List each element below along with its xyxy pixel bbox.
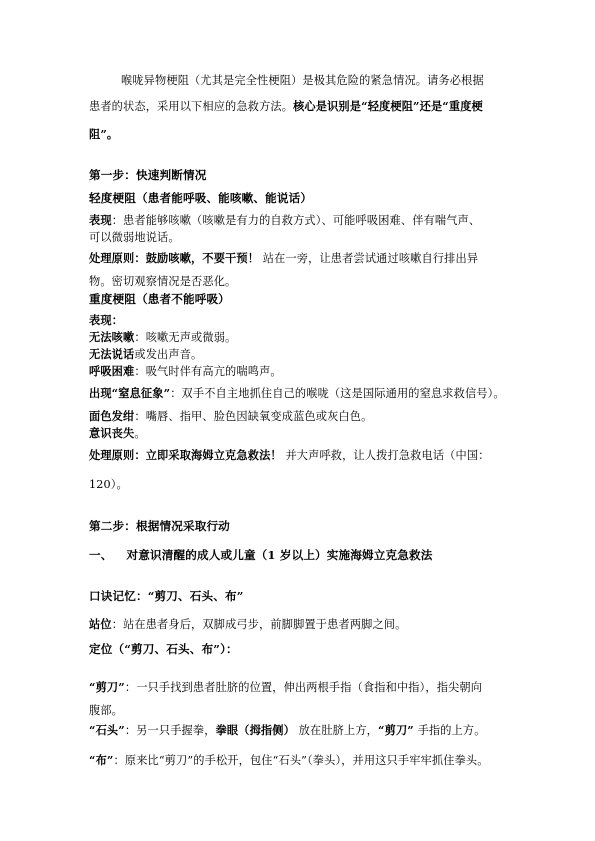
stone-text: 放在肚脐上方，	[294, 724, 379, 737]
mnemonic: 口诀记忆：“剪刀、石头、布”	[89, 589, 244, 603]
stance	[89, 616, 406, 632]
intro-text: 患者的状态，采用以下相应的急救方法。	[89, 100, 294, 113]
severe-item-label: 出现“窒息征象”	[89, 386, 171, 400]
severe-principle-cont: 120）。	[89, 478, 128, 491]
stone-label: “石头”	[89, 723, 125, 737]
severe-item-label: 面色发绀	[89, 409, 135, 423]
scissors-step-cont: 腹部。	[89, 704, 124, 717]
mild-symptoms-cont: 可以微弱地说话。	[89, 231, 180, 244]
severe-item	[89, 329, 236, 345]
stance-text: ：站在患者身后，双脚成弓步，前脚脚置于患者两脚之间。	[111, 618, 407, 631]
mild-principle-label: 处理原则：鼓励咳嗽，不要干预！	[89, 251, 260, 265]
section1-title: 对意识清醒的成人或儿童（1 岁以上）实施海姆立克急救法	[126, 548, 433, 562]
stone-text: ：另一只手握拳，	[124, 724, 216, 737]
severe-item-text: 或发出声音。	[134, 348, 203, 361]
severe-principle	[89, 447, 490, 463]
severe-principle-text: 并大声呼救，让人拨打急救电话（中国：	[281, 449, 490, 462]
cloth-step	[89, 752, 489, 768]
severe-item-label: 呼吸困难	[89, 364, 135, 378]
severe-item	[89, 408, 372, 424]
cloth-label: “布”	[89, 753, 114, 767]
mild-symptom-text: ：患者能够咳嗽（咳嗽是有力的自救方式）、可能呼吸困难、伴有喘气声、	[111, 214, 481, 227]
step1-heading: 第一步：快速判断情况	[89, 168, 207, 182]
section1-heading	[89, 547, 433, 563]
severe-symptom-label: 表现	[89, 313, 112, 327]
severe-item-label: 无法咳嗽	[89, 330, 135, 344]
intro-line-3: 阻”。	[89, 127, 119, 141]
mild-symptoms	[89, 212, 480, 228]
severe-obstruction-title: 重度梗阻（患者不能呼吸）	[89, 292, 230, 306]
severe-item-text: ：嘴唇、指甲、脸色因缺氧变成蓝色或灰白色。	[134, 410, 373, 423]
severe-symptom-heading	[89, 312, 123, 328]
section1-number: 一、	[89, 548, 113, 562]
severe-principle-label: 处理原则：立即采取海姆立克急救法！	[89, 448, 282, 462]
intro-line-1: 喉咙异物梗阻（尤其是完全性梗阻）是极其危险的紧急情况。请务必根据	[121, 74, 484, 87]
severe-item	[89, 425, 146, 441]
mild-obstruction-title: 轻度梗阻（患者能呼吸、能咳嗽、能说话）	[89, 191, 313, 205]
mild-principle	[89, 250, 478, 266]
step2-heading: 第二步：根据情况采取行动	[89, 519, 230, 533]
stone-step	[89, 722, 486, 738]
severe-item	[89, 385, 505, 401]
cloth-text: ：原来比“剪刀”的手松开，包住“石头”（拳头），并用这只手牢牢抓住拳头。	[113, 754, 489, 767]
severe-item	[89, 363, 282, 379]
mild-principle-cont: 物。密切观察情况是否恶化。	[89, 275, 237, 288]
severe-item	[89, 346, 202, 362]
stone-fist-eye: 拳眼（拇指侧）	[215, 723, 295, 737]
severe-item-text: 。	[134, 427, 146, 440]
severe-item-text: ：双手不自主地抓住自己的喉咙（这是国际通用的窒息求救信号）。	[170, 387, 505, 400]
severe-item-text: ：咳嗽无声或微弱。	[134, 331, 237, 344]
mild-symptom-label: 表现	[89, 213, 112, 227]
scissors-text: ：一只手找到患者肚脐的位置，伸出两根手指（食指和中指），指尖朝向	[124, 681, 483, 694]
scissors-label: “剪刀”	[89, 680, 125, 694]
severe-symptom-colon: ：	[111, 313, 124, 327]
mild-principle-text: 站在一旁，让患者尝试通过咳嗽自行排出异	[259, 252, 479, 265]
stance-label: 站位	[89, 617, 112, 631]
stone-scissors-ref: “剪刀”	[378, 723, 414, 737]
scissors-step	[89, 679, 482, 695]
intro-key-point: 核心是识别是“轻度梗阻”还是“重度梗	[293, 99, 483, 113]
severe-item-label: 意识丧失	[89, 426, 135, 440]
position-heading: 定位（“剪刀、石头、布”）：	[89, 642, 238, 656]
severe-item-text: ：吸气时伴有高亢的喘鸣声。	[134, 365, 282, 378]
severe-item-label: 无法说话	[89, 347, 135, 361]
stone-text: 手指的上方。	[413, 724, 486, 737]
intro-line-2	[89, 98, 483, 114]
